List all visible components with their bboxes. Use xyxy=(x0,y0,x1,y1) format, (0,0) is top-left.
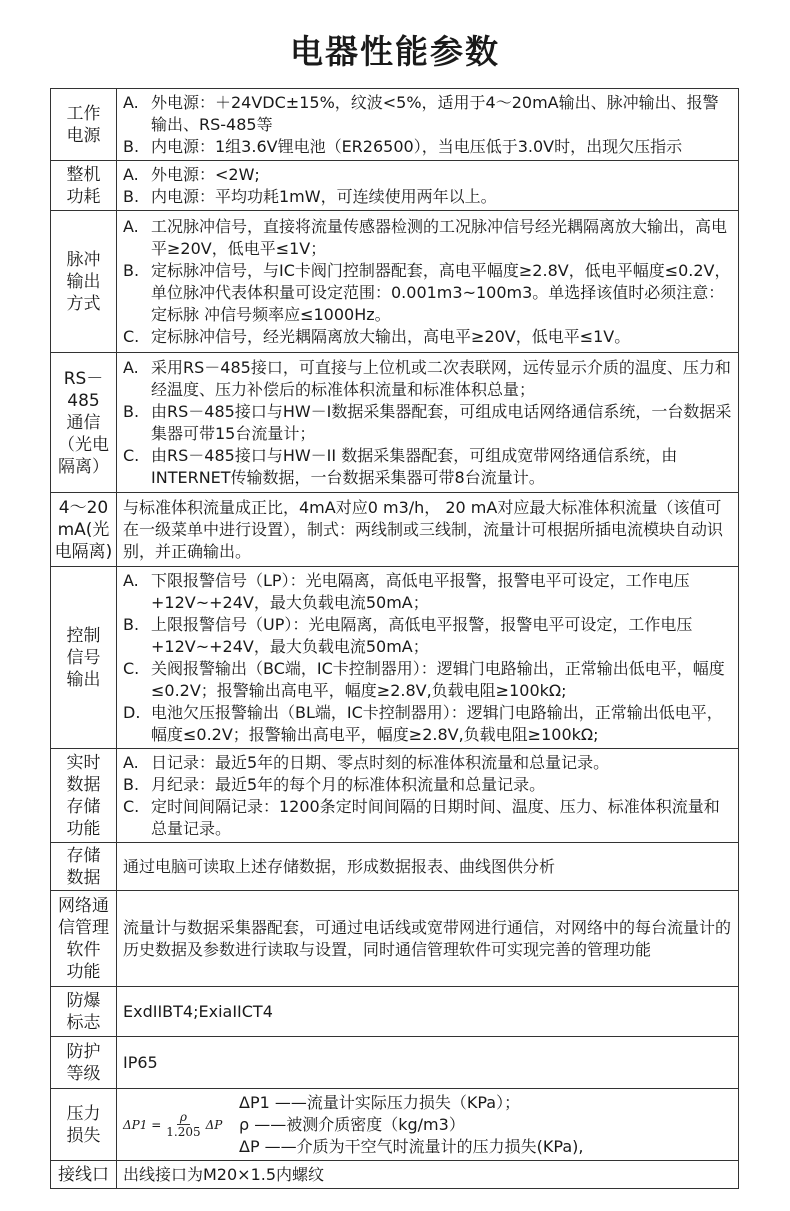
spec-row-current-output xyxy=(51,493,739,567)
definition-line: ΔP1 ——流量计实际压力损失（KPa）； xyxy=(239,1092,521,1112)
formula-rhs: ΔP xyxy=(205,1117,223,1132)
list-item: B. 定标脉冲信号，与IC卡阀门控制器配套，高电平幅度≥2.8V，低电平幅度≤0.2V，单位脉冲代表体积量可设定范围：0.001m3~100m3。单选择该值时必须注意：定标脉 冲信号频率应≤1000Hz。 xyxy=(123,260,731,324)
row-value xyxy=(117,891,739,987)
spec-row-control-signal xyxy=(51,567,739,749)
row-label: 压力 损失 xyxy=(51,1089,117,1161)
list-item: C. 定标脉冲信号，经光耦隔离放大输出，高电平≥20V，低电平≤1V。 xyxy=(123,326,631,346)
list-item: A. 下限报警信号（LP）：光电隔离，高低电平报警，报警电平可设定，工作电压+12V~+24V，最大负载电流50mA； xyxy=(123,570,690,612)
row-value xyxy=(117,353,739,493)
spec-row-protection xyxy=(51,1037,739,1089)
row-label: 控制 信号 输出 xyxy=(51,567,117,749)
definition-line: ΔP ——介质为干空气时流量计的压力损失(KPa), xyxy=(239,1136,584,1156)
row-value xyxy=(117,1089,739,1161)
spec-row-wiring-port xyxy=(51,1161,739,1189)
spec-table xyxy=(50,88,739,1189)
row-value xyxy=(117,1037,739,1089)
row-label: 接线口 xyxy=(51,1161,117,1189)
list-item: C. 定时间间隔记录：1200条定时间间隔的日期时间、温度、压力、标准体积流量和总量记录。 xyxy=(123,796,720,838)
row-label: 网络通 信管理 软件 功能 xyxy=(51,891,117,987)
list-item: B. 上限报警信号（UP）：光电隔离，高低电平报警，报警电平可设定，工作电压+12V~+24V，最大负载电流50mA； xyxy=(123,614,693,656)
pressure-loss-block xyxy=(123,1092,732,1158)
spec-row-explosion-proof xyxy=(51,987,739,1037)
list-item: C. 由RS－485接口与HW－II 数据采集器配套，可组成宽带网络通信系统，由INTERNET传输数据，一台数据采集器可带8台流量计。 xyxy=(123,445,678,487)
row-value xyxy=(117,843,739,891)
row-label: 防爆 标志 xyxy=(51,987,117,1037)
row-label: 实时 数据 存储 功能 xyxy=(51,749,117,843)
row-value xyxy=(117,567,739,749)
spec-row-pulse-output xyxy=(51,211,739,353)
list-item: B. 由RS－485接口与HW－Ⅰ数据采集器配套，可组成电话网络通信系统，一台数据采集器可带15台流量计； xyxy=(123,401,732,443)
spec-row-data-storage xyxy=(51,749,739,843)
list-item: A. 采用RS－485接口，可直接与上位机或二次表联网，远传显示介质的温度、压力和经温度、压力补偿后的标准体积流量和标准体积总量； xyxy=(123,357,731,399)
row-value xyxy=(117,987,739,1037)
row-text: 出线接口为M20×1.5内螺纹 xyxy=(123,1164,325,1184)
spec-row-network-software xyxy=(51,891,739,987)
row-value xyxy=(117,493,739,567)
row-value xyxy=(117,89,739,161)
spec-row-rs485 xyxy=(51,353,739,493)
row-value xyxy=(117,749,739,843)
row-label: 4～20 mA(光 电隔离) xyxy=(51,493,117,567)
pressure-loss-formula xyxy=(123,1110,239,1139)
list-item: A. 外电源：＋24VDC±15%，纹波<5%，适用于4～20mA输出、脉冲输出、报警输出、RS-485等 xyxy=(123,92,719,134)
definition-line: ρ ——被测介质密度（kg/m3） xyxy=(239,1114,465,1134)
row-value xyxy=(117,161,739,211)
row-text: 流量计与数据采集器配套，可通过电话线或宽带网进行通信，对网络中的每台流量计的历史数据及参数进行读取与设置，同时通信管理软件可实现完善的管理功能 xyxy=(123,917,732,959)
list-item: B. 内电源：平均功耗1mW，可连续使用两年以上。 xyxy=(123,186,497,206)
formula-denominator: 1.205 xyxy=(166,1125,201,1139)
formula-lhs: ΔP1 = xyxy=(123,1117,162,1132)
spec-row-power-consumption xyxy=(51,161,739,211)
row-label: 脉冲 输出 方式 xyxy=(51,211,117,353)
row-label: RS－ 485 通信 （光电 隔离） xyxy=(51,353,117,493)
page-title: 电器性能参数 xyxy=(290,32,500,71)
formula-definitions xyxy=(239,1092,732,1158)
row-label: 防护 等级 xyxy=(51,1037,117,1089)
list-item: A. 工况脉冲信号，直接将流量传感器检测的工况脉冲信号经光耦隔离放大输出，高电平≥20V，低电平≤1V； xyxy=(123,216,728,258)
row-text: 与标准体积流量成正比，4mA对应0 m3/h， 20 mA对应最大标准体积流量（该值可在一级菜单中进行设置），制式：两线制或三线制，流量计可根据所插电流模块自动识别，并正确输出。 xyxy=(123,497,724,561)
list-item: B. 内电源：1组3.6V锂电池（ER26500），当电压低于3.0V时，出现欠压指示 xyxy=(123,136,683,156)
list-item: A. 外电源：<2W; xyxy=(123,164,260,184)
row-label: 存储 数据 xyxy=(51,843,117,891)
spec-row-stored-data xyxy=(51,843,739,891)
row-label: 整机 功耗 xyxy=(51,161,117,211)
list-item: D. 电池欠压报警输出（BL端，IC卡控制器用）：逻辑门电路输出，正常输出低电平，幅度≤0.2V；报警输出高电平，幅度≥2.8V,负载电阻≥100kΩ; xyxy=(123,702,723,744)
formula-fraction xyxy=(164,1110,202,1139)
formula-numerator: ρ xyxy=(177,1110,190,1125)
row-value xyxy=(117,1161,739,1189)
list-item: A. 日记录：最近5年的日期、零点时刻的标准体积流量和总量记录。 xyxy=(123,752,610,772)
list-item: C. 关阀报警输出（BC端，IC卡控制器用）：逻辑门电路输出，正常输出低电平，幅度≤0.2V；报警输出高电平，幅度≥2.8V,负载电阻≥100kΩ; xyxy=(123,658,725,700)
row-label: 工作 电源 xyxy=(51,89,117,161)
spec-row-pressure-loss xyxy=(51,1089,739,1161)
row-text: 通过电脑可读取上述存储数据，形成数据报表、曲线图供分析 xyxy=(123,856,556,876)
row-text: IP65 xyxy=(123,1052,158,1072)
row-text: ExdIIBT4;ExiaIICT4 xyxy=(123,1001,273,1021)
row-value xyxy=(117,211,739,353)
spec-row-power-supply xyxy=(51,89,739,161)
list-item: B. 月纪录：最近5年的每个月的标准体积流量和总量记录。 xyxy=(123,774,546,794)
